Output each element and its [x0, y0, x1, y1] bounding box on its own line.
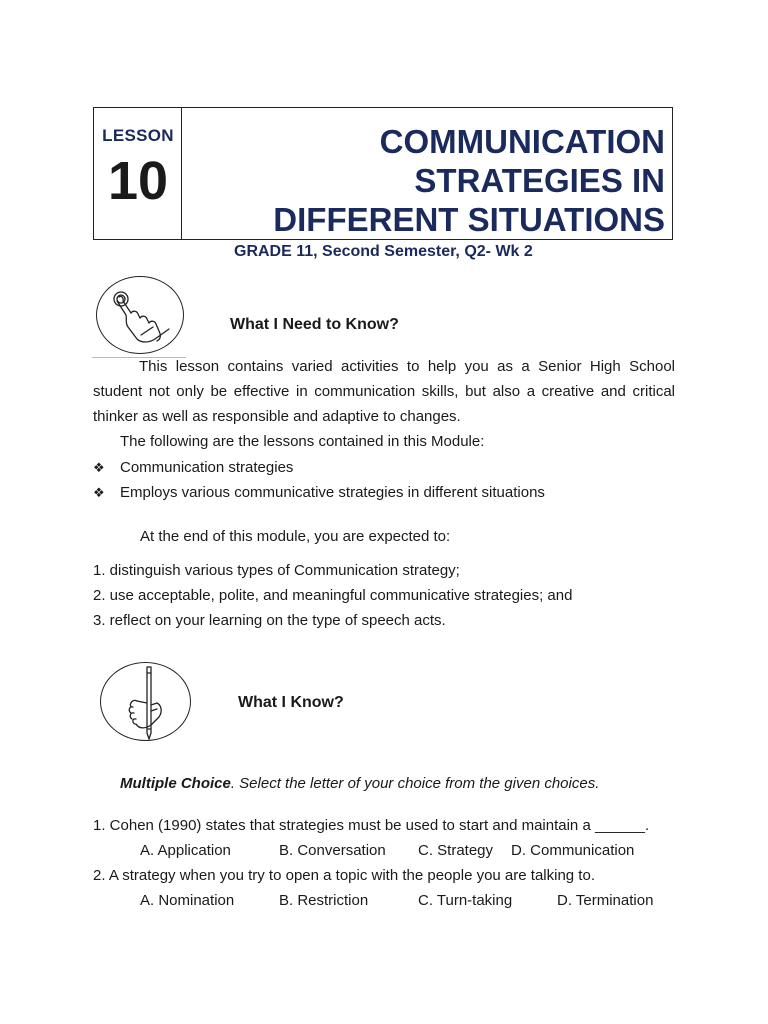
- choice-option: D. Termination: [557, 892, 654, 909]
- instruction-label: Multiple Choice: [120, 775, 231, 792]
- objective-item: 3. reflect on your learning on the type of speech acts.: [93, 612, 446, 629]
- what-i-need-to-know-heading: What I Need to Know?: [230, 316, 399, 333]
- diamond-bullet-icon: ❖: [93, 485, 105, 500]
- lesson-title-line-3: DIFFERENT SITUATIONS: [273, 201, 665, 238]
- lesson-number: 10: [107, 151, 169, 211]
- intro-line-3: thinker as well as responsible and adaptive to changes.: [93, 408, 461, 425]
- choice-option: B. Restriction: [279, 892, 369, 909]
- lesson-title-line-1: COMMUNICATION: [379, 123, 665, 160]
- question-1: 1. Cohen (1990) states that strategies must be used to start and maintain a ______.: [93, 817, 650, 834]
- choice-option: D. Communication: [511, 842, 635, 859]
- hand-pencil-icon: [100, 662, 191, 741]
- hand-touch-icon: [96, 276, 184, 354]
- question-2: 2. A strategy when you try to open a topic with the people you are talking to.: [93, 867, 595, 884]
- lesson-title: [195, 122, 665, 239]
- lesson-title-line-2: STRATEGIES IN: [414, 162, 665, 199]
- what-i-know-heading: What I Know?: [238, 694, 344, 711]
- lesson-header-box: [93, 107, 673, 240]
- grade-line: GRADE 11, Second Semester, Q2- Wk 2: [234, 243, 533, 260]
- instruction-text: . Select the letter of your choice from the given choices.: [230, 775, 600, 792]
- choice-option: A. Nomination: [140, 892, 235, 909]
- intro-line-2: student not only be effective in communication skills, but also a creative and critical: [93, 383, 675, 400]
- choice-option: C. Turn-taking: [418, 892, 513, 909]
- lesson-label: LESSON: [102, 126, 174, 145]
- following-lessons-line: The following are the lessons contained in this Module:: [120, 433, 485, 450]
- bullet-text: Communication strategies: [120, 459, 294, 476]
- choice-option: C. Strategy: [418, 842, 494, 859]
- choice-option: A. Application: [140, 842, 231, 859]
- objective-item: 1. distinguish various types of Communication strategy;: [93, 562, 460, 579]
- intro-paragraph: [93, 354, 675, 429]
- expectations-intro: At the end of this module, you are expected to:: [140, 528, 451, 545]
- lesson-number-cell: [94, 108, 182, 239]
- diamond-bullet-icon: ❖: [93, 460, 105, 475]
- intro-line-1: This lesson contains varied activities to help you as a Senior High School: [139, 358, 675, 375]
- objective-item: 2. use acceptable, polite, and meaningful communicative strategies; and: [93, 587, 573, 604]
- multiple-choice-instruction: [120, 771, 599, 796]
- choice-option: B. Conversation: [279, 842, 386, 859]
- bullet-text: Employs various communicative strategies in different situations: [120, 484, 545, 501]
